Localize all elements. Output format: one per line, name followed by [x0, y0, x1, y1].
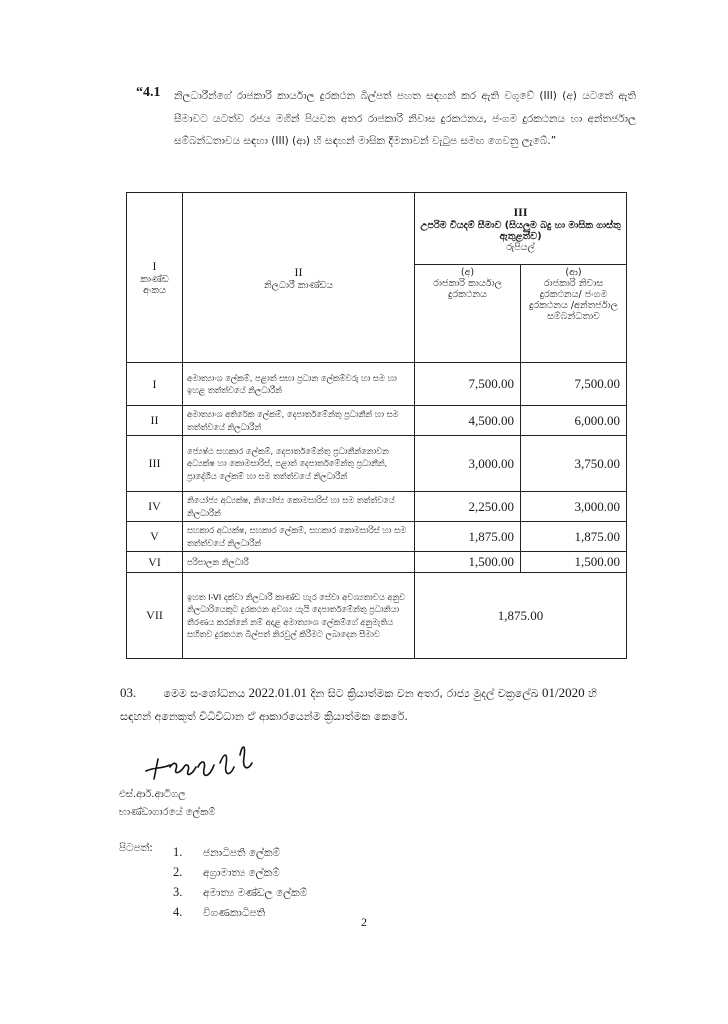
page-number: 2: [361, 915, 367, 929]
row-value-b: 3,000.00: [521, 492, 627, 522]
list-item: [173, 882, 307, 902]
list-item: [173, 842, 307, 862]
row-category: සහකාර අධ්‍යක්ෂ, සහකාර ලේකම්, සහකාර කොමසාරිස් හා සම තත්ත්වයේ නිලධාරීන්: [183, 522, 415, 552]
sub-b-label: රාජකාරි නිවාස දුරකථනය/ ජංගම දුරකථනය /අන්තර්ජාල සම්බන්ධතාව: [529, 278, 618, 322]
sub-b-header: [521, 265, 627, 363]
header-row: [127, 193, 627, 265]
para3-text-3: හි සඳහන් අනෙකුත් විධිවිධාන ඒ ආකාරයෙන්ම ක්‍රියාත්මක කෙරේ.: [120, 687, 597, 723]
signatory-block: [119, 786, 216, 822]
row-no: III: [127, 436, 183, 492]
row-value-a: 1,875.00: [415, 522, 521, 552]
row-no: IV: [127, 492, 183, 522]
sub-b-letter: (ආ): [565, 267, 582, 278]
col3-unit: රුපියල්: [506, 241, 535, 253]
row-value-a: 3,000.00: [415, 436, 521, 492]
row-category: ඉහත I-VI දක්වා නිලධාරී කාණ්ඩ හැර සේවා අවශ්‍යතාවය අනුව නිලධාරියෙකුට දුරකථන අවශ්‍ය යැයි දෙපාර්තමේන්තු ප්‍රධානියා තීරණය කරන්නේ නම් අදාළ අමාත්‍යාංශ ලේකම්ගේ අනුමැතිය සහිතව දුරකථන බිල්පත් නිරවුල් කිරීමට ලබාදෙන සීමාව: [183, 573, 415, 659]
col1-roman: I: [152, 259, 157, 273]
row-value-combined: 1,875.00: [415, 573, 627, 659]
table-row: [127, 573, 627, 659]
row-value-a: 7,500.00: [415, 363, 521, 406]
paragraph-number: 03.: [120, 685, 137, 700]
sub-a-label: රාජකාරි කාර්යාල දුරකථනය: [433, 278, 502, 300]
col3-roman: III: [513, 204, 528, 219]
row-category: පරිපාලන නිලධාරී: [183, 552, 415, 573]
row-category: අමාත්‍යාංශ අතිරේක ලේකම්, දෙපාර්තමේන්තු ප්‍රධානීන් හා සම තත්ත්වයේ නිලධාරීන්: [183, 406, 415, 436]
list-item: [173, 862, 307, 882]
effective-date: 2022.01.01: [248, 685, 307, 700]
item-number: 1.: [173, 845, 183, 859]
item-text: ජනාධිපති ලේකම්: [203, 847, 281, 859]
table-row: [127, 436, 627, 492]
row-no: I: [127, 363, 183, 406]
signature-icon: [140, 737, 270, 787]
row-value-b: 3,750.00: [521, 436, 627, 492]
row-value-b: 7,500.00: [521, 363, 627, 406]
row-value-a: 4,500.00: [415, 406, 521, 436]
col-officer-category-header: [183, 193, 415, 363]
table-row: [127, 522, 627, 552]
item-text: අමාත්‍ය මණ්ඩල ලේකම්: [203, 887, 308, 899]
table-row: [127, 552, 627, 573]
item-number: 4.: [173, 905, 183, 919]
item-text: විගණකාධිපති: [203, 907, 266, 919]
clause-4-1: [136, 85, 636, 153]
row-category: අමාත්‍යාංශ ලේකම්, පළාත් සභා ප්‍රධාන ලේකම්වරු හා සම හා ඉහළ තත්ත්වයේ නිලධාරීන්: [183, 363, 415, 406]
table-row: [127, 406, 627, 436]
col2-label: නිලධාරී කාණ්ඩය: [263, 279, 334, 291]
row-value-b: 6,000.00: [521, 406, 627, 436]
row-no: V: [127, 522, 183, 552]
item-number: 3.: [173, 885, 183, 899]
col1-label: කාණ්ඩ අංකය: [140, 274, 169, 296]
copies-list: [173, 842, 307, 922]
col3-label: උපරිම වියදම් සීමාව (සියලුම බදු හා මාසික ගාස්තු ඇතුළත්ව): [420, 219, 621, 242]
sub-a-letter: (අ): [460, 267, 475, 278]
row-no: VII: [127, 573, 183, 659]
row-value-a: 1,500.00: [415, 552, 521, 573]
row-no: II: [127, 406, 183, 436]
row-no: VI: [127, 552, 183, 573]
row-category: නියෝජ්‍ය අධ්‍යක්ෂ, නියෝජ්‍ය කොමසාරිස් හා සම තත්ත්වයේ නිලධාරීන්: [183, 492, 415, 522]
copies-label: පිටපත්:: [119, 842, 153, 854]
paragraph-03: [120, 681, 626, 728]
item-text: අග්‍රාමාත්‍ය ලේකම්: [203, 867, 280, 879]
col-category-no-header: [127, 193, 183, 363]
clause-number: “4.1: [136, 85, 161, 100]
row-value-a: 2,250.00: [415, 492, 521, 522]
table-row: [127, 492, 627, 522]
sub-a-header: [415, 265, 521, 363]
table-row: [127, 363, 627, 406]
para3-text-2: දින සිට ක්‍රියාත්මක වන අතර, රාජ්‍ය මුදල් චක්‍රලේඛ: [310, 687, 539, 700]
signatory-name: එස්.ආර්.ආටිගල: [119, 789, 186, 800]
expense-limit-table: [126, 192, 627, 659]
item-number: 2.: [173, 865, 183, 879]
row-value-b: 1,500.00: [521, 552, 627, 573]
row-category: ජ්‍යෙෂ්ඨ සහකාර ලේකම්, දෙපාර්තමේන්තු ප්‍රධානීන්නොවන අධ්‍යක්ෂ හා කොමසාරිස්, පළාත් දෙපාර්තමේන්තු ප්‍රධානීන්, ප්‍රාදේශීය ලේකම් හා සම තත්ත්වයේ නිලධාරීන්: [183, 436, 415, 492]
col-expense-limit-header: [415, 193, 627, 265]
signatory-title: භාණ්ඩාගාරයේ ලේකම්: [119, 807, 216, 818]
clause-text: නිලධාරීන්ගේ රාජකාරි කාර්යාල දුරකථන බිල්පත් පහත සඳහන් කර ඇති වගුවේ (III) (අ) යටතේ ඇති සීමාවට යටත්ව රජය මගින් පියවන අතර රාජකාරි නිවාස දුරකථනය, ජංගම දුරකථනය හා අන්තර්ජාල සම්බන්ධතාවය සඳහා (III) (ආ) හි සඳහන් මාසික දීමනාවන් වැටුප සමඟ ගෙවනු ලැබේ.”: [174, 90, 636, 147]
circular-number: 01/2020: [541, 685, 585, 700]
row-value-b: 1,875.00: [521, 522, 627, 552]
col2-roman: II: [294, 264, 303, 279]
para3-text-1: මෙම සංශෝධනය: [163, 687, 245, 700]
